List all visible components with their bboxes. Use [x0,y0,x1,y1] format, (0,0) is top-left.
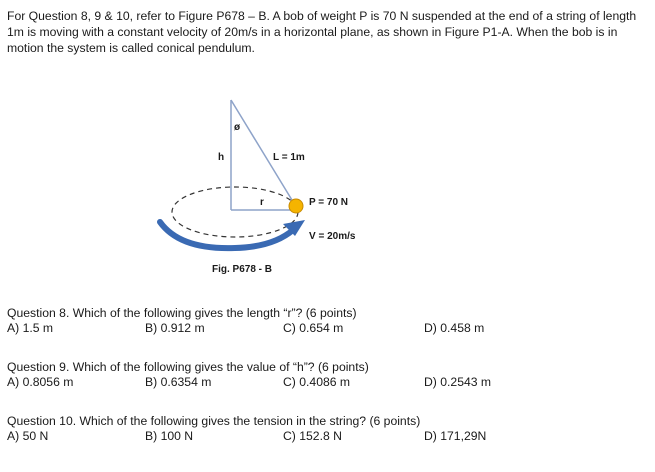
question-9-option-a: A) 0.8056 m [7,375,74,389]
h-label: h [218,152,225,163]
question-8-option-c: C) 0.654 m [283,321,344,335]
question-10-option-c: C) 152.8 N [283,429,342,443]
direction-arrow [160,222,293,248]
orbit-path [172,187,298,237]
question-10-stem: Question 10. Which of the following gives the tension in the string? (6 points) [7,414,421,428]
question-9 [7,360,647,390]
question-9-option-c: C) 0.4086 m [283,375,351,389]
question-9-option-b: B) 0.6354 m [145,375,212,389]
question-8-options [7,321,647,336]
question-8-option-b: B) 0.912 m [145,321,205,335]
question-8-option-d: D) 0.458 m [424,321,485,335]
problem-statement: For Question 8, 9 & 10, refer to Figure P678 – B. A bob of weight P is 70 N suspended at the end of a string of length 1m is moving with a constant velocity of 20m/s in a horizontal plane, as shown in Figure P1-A. When the bob is in motion the system is called conical pendulum. [7,9,637,55]
question-8-stem: Question 8. Which of the following gives the length “r”? (6 points) [7,306,357,320]
length-label: L = 1m [273,152,305,163]
conical-pendulum-figure [155,92,395,282]
question-9-option-d: D) 0.2543 m [424,375,492,389]
question-10-option-d: D) 171,29N [424,429,487,443]
question-10-option-a: A) 50 N [7,429,49,443]
question-10 [7,414,647,444]
question-9-options [7,375,647,390]
angle-label: ø [234,122,241,133]
question-9-stem: Question 9. Which of the following gives the value of “h”? (6 points) [7,360,369,374]
velocity-label: V = 20m/s [309,231,356,242]
question-10-options [7,429,647,444]
figure-caption: Fig. P678 - B [212,264,273,275]
question-10-option-b: B) 100 N [145,429,194,443]
question-8 [7,306,647,336]
question-8-option-a: A) 1.5 m [7,321,54,335]
pendulum-bob [289,199,303,213]
r-label: r [260,197,264,208]
weight-label: P = 70 N [309,197,349,208]
